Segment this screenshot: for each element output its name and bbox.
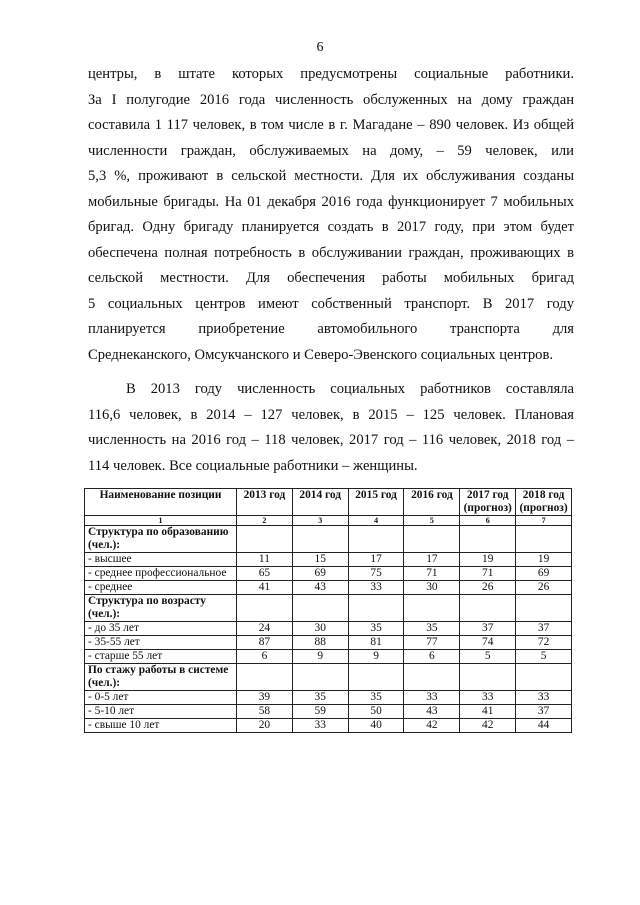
value-cell: 71	[460, 567, 516, 581]
value-cell: 71	[404, 567, 460, 581]
value-cell: 37	[516, 622, 572, 636]
paragraph-line: 5,3 %, проживают в сельской местности. Для их обслуживания созданы	[88, 168, 574, 184]
value-cell: 26	[516, 581, 572, 595]
table-row	[85, 636, 572, 650]
value-cell: 30	[292, 622, 348, 636]
paragraph-line: сельской местности. Для обеспечения работы мобильных бригад	[88, 270, 574, 286]
value-cell: 72	[516, 636, 572, 650]
paragraph-line: 5 социальных центров имеют собственный транспорт. В 2017 году	[88, 295, 574, 312]
section-row	[85, 664, 572, 691]
empty-cell	[237, 526, 293, 553]
value-cell: 37	[516, 705, 572, 719]
header-cell: Наименование позиции	[85, 489, 237, 516]
value-cell: 59	[292, 705, 348, 719]
empty-cell	[460, 595, 516, 622]
value-cell: 75	[348, 567, 404, 581]
empty-cell	[348, 526, 404, 553]
value-cell: 44	[516, 719, 572, 733]
value-cell: 41	[237, 581, 293, 595]
section-row	[85, 595, 572, 622]
value-cell: 35	[404, 622, 460, 636]
value-cell: 35	[348, 622, 404, 636]
row-label: - 0-5 лет	[85, 691, 237, 705]
row-label: - до 35 лет	[85, 622, 237, 636]
value-cell: 17	[404, 553, 460, 567]
empty-cell	[348, 664, 404, 691]
value-cell: 5	[460, 650, 516, 664]
value-cell: 19	[460, 553, 516, 567]
column-number: 4	[348, 516, 404, 526]
value-cell: 33	[516, 691, 572, 705]
paragraph-line: мобильные бригады. На 01 декабря 2016 года функционирует 7 мобильных	[88, 193, 574, 210]
paragraph-line: центры, в штате которых предусмотрены социальные работники.	[88, 66, 574, 82]
value-cell: 30	[404, 581, 460, 595]
empty-cell	[292, 664, 348, 691]
header-cell: 2016 год	[404, 489, 460, 516]
value-cell: 58	[237, 705, 293, 719]
empty-cell	[292, 526, 348, 553]
paragraph-line: 114 человек. Все социальные работники – женщины.	[88, 457, 418, 474]
section-title: Структура по образованию (чел.):	[85, 526, 237, 553]
row-label: - свыше 10 лет	[85, 719, 237, 733]
header-cell: 2013 год	[237, 489, 293, 516]
paragraph-line: бригад. Одну бригаду планируется создать в 2017 году, при этом будет	[88, 219, 574, 235]
value-cell: 50	[348, 705, 404, 719]
table-row	[85, 581, 572, 595]
empty-cell	[516, 664, 572, 691]
value-cell: 6	[237, 650, 293, 664]
paragraph-line: За I полугодие 2016 года численность обслуженных на дому граждан	[88, 91, 574, 108]
header-cell: 2017 год (прогноз)	[460, 489, 516, 516]
empty-cell	[292, 595, 348, 622]
table-row	[85, 622, 572, 636]
value-cell: 87	[237, 636, 293, 650]
value-cell: 43	[292, 581, 348, 595]
paragraph-line: численность на 2016 год – 118 человек, 2017 год – 116 человек, 2018 год –	[88, 432, 574, 448]
paragraph-2	[88, 377, 574, 479]
paragraph-1	[88, 62, 574, 368]
paragraph-line: 116,6 человек, в 2014 – 127 человек, в 2015 – 125 человек. Плановая	[88, 406, 574, 423]
empty-cell	[404, 526, 460, 553]
value-cell: 5	[516, 650, 572, 664]
value-cell: 9	[292, 650, 348, 664]
value-cell: 42	[404, 719, 460, 733]
table-body	[85, 526, 572, 733]
row-label: - 35-55 лет	[85, 636, 237, 650]
empty-cell	[404, 595, 460, 622]
value-cell: 15	[292, 553, 348, 567]
column-number: 5	[404, 516, 460, 526]
value-cell: 33	[348, 581, 404, 595]
row-label: - старше 55 лет	[85, 650, 237, 664]
value-cell: 77	[404, 636, 460, 650]
value-cell: 42	[460, 719, 516, 733]
value-cell: 35	[348, 691, 404, 705]
header-cell: 2014 год	[292, 489, 348, 516]
value-cell: 20	[237, 719, 293, 733]
paragraph-line: В 2013 году численность социальных работников составляла	[126, 381, 574, 397]
empty-cell	[460, 526, 516, 553]
column-number: 7	[516, 516, 572, 526]
paragraph-line: составила 1 117 человек, в том числе в г. Магадане – 890 человек. Из общей	[88, 117, 574, 133]
table-row	[85, 650, 572, 664]
column-number: 1	[85, 516, 237, 526]
row-label: - высшее	[85, 553, 237, 567]
value-cell: 88	[292, 636, 348, 650]
header-cell: 2015 год	[348, 489, 404, 516]
table-row	[85, 705, 572, 719]
column-number: 6	[460, 516, 516, 526]
value-cell: 33	[404, 691, 460, 705]
value-cell: 39	[237, 691, 293, 705]
table-row	[85, 691, 572, 705]
value-cell: 26	[460, 581, 516, 595]
table-row	[85, 719, 572, 733]
value-cell: 19	[516, 553, 572, 567]
paragraph-line: планируется приобретение автомобильного транспорта для	[88, 321, 574, 337]
section-row	[85, 526, 572, 553]
value-cell: 43	[404, 705, 460, 719]
column-number: 2	[237, 516, 293, 526]
section-title: По стажу работы в системе (чел.):	[85, 664, 237, 691]
value-cell: 33	[292, 719, 348, 733]
empty-cell	[516, 526, 572, 553]
empty-cell	[516, 595, 572, 622]
table-row	[85, 567, 572, 581]
empty-cell	[237, 595, 293, 622]
value-cell: 37	[460, 622, 516, 636]
value-cell: 17	[348, 553, 404, 567]
row-label: - среднее	[85, 581, 237, 595]
value-cell: 65	[237, 567, 293, 581]
value-cell: 40	[348, 719, 404, 733]
column-number-row	[85, 516, 572, 526]
value-cell: 41	[460, 705, 516, 719]
column-number: 3	[292, 516, 348, 526]
paragraph-line: Среднеканского, Омсукчанского и Северо-Эвенского социальных центров.	[88, 346, 554, 363]
value-cell: 35	[292, 691, 348, 705]
empty-cell	[237, 664, 293, 691]
value-cell: 69	[516, 567, 572, 581]
row-label: - среднее профессиональное	[85, 567, 237, 581]
table-row	[85, 553, 572, 567]
value-cell: 9	[348, 650, 404, 664]
value-cell: 69	[292, 567, 348, 581]
table-header-row	[85, 489, 572, 516]
empty-cell	[460, 664, 516, 691]
staff-structure-table	[84, 488, 572, 733]
value-cell: 24	[237, 622, 293, 636]
section-title: Структура по возрасту (чел.):	[85, 595, 237, 622]
value-cell: 74	[460, 636, 516, 650]
paragraph-line: численности граждан, обслуживаемых на дому, – 59 человек, или	[88, 142, 574, 159]
row-label: - 5-10 лет	[85, 705, 237, 719]
page-number: 6	[316, 40, 324, 55]
empty-cell	[348, 595, 404, 622]
value-cell: 11	[237, 553, 293, 567]
empty-cell	[404, 664, 460, 691]
value-cell: 33	[460, 691, 516, 705]
value-cell: 6	[404, 650, 460, 664]
value-cell: 81	[348, 636, 404, 650]
header-cell: 2018 год (прогноз)	[516, 489, 572, 516]
paragraph-line: обеспечена полная потребность в обслуживании граждан, проживающих в	[88, 244, 574, 261]
